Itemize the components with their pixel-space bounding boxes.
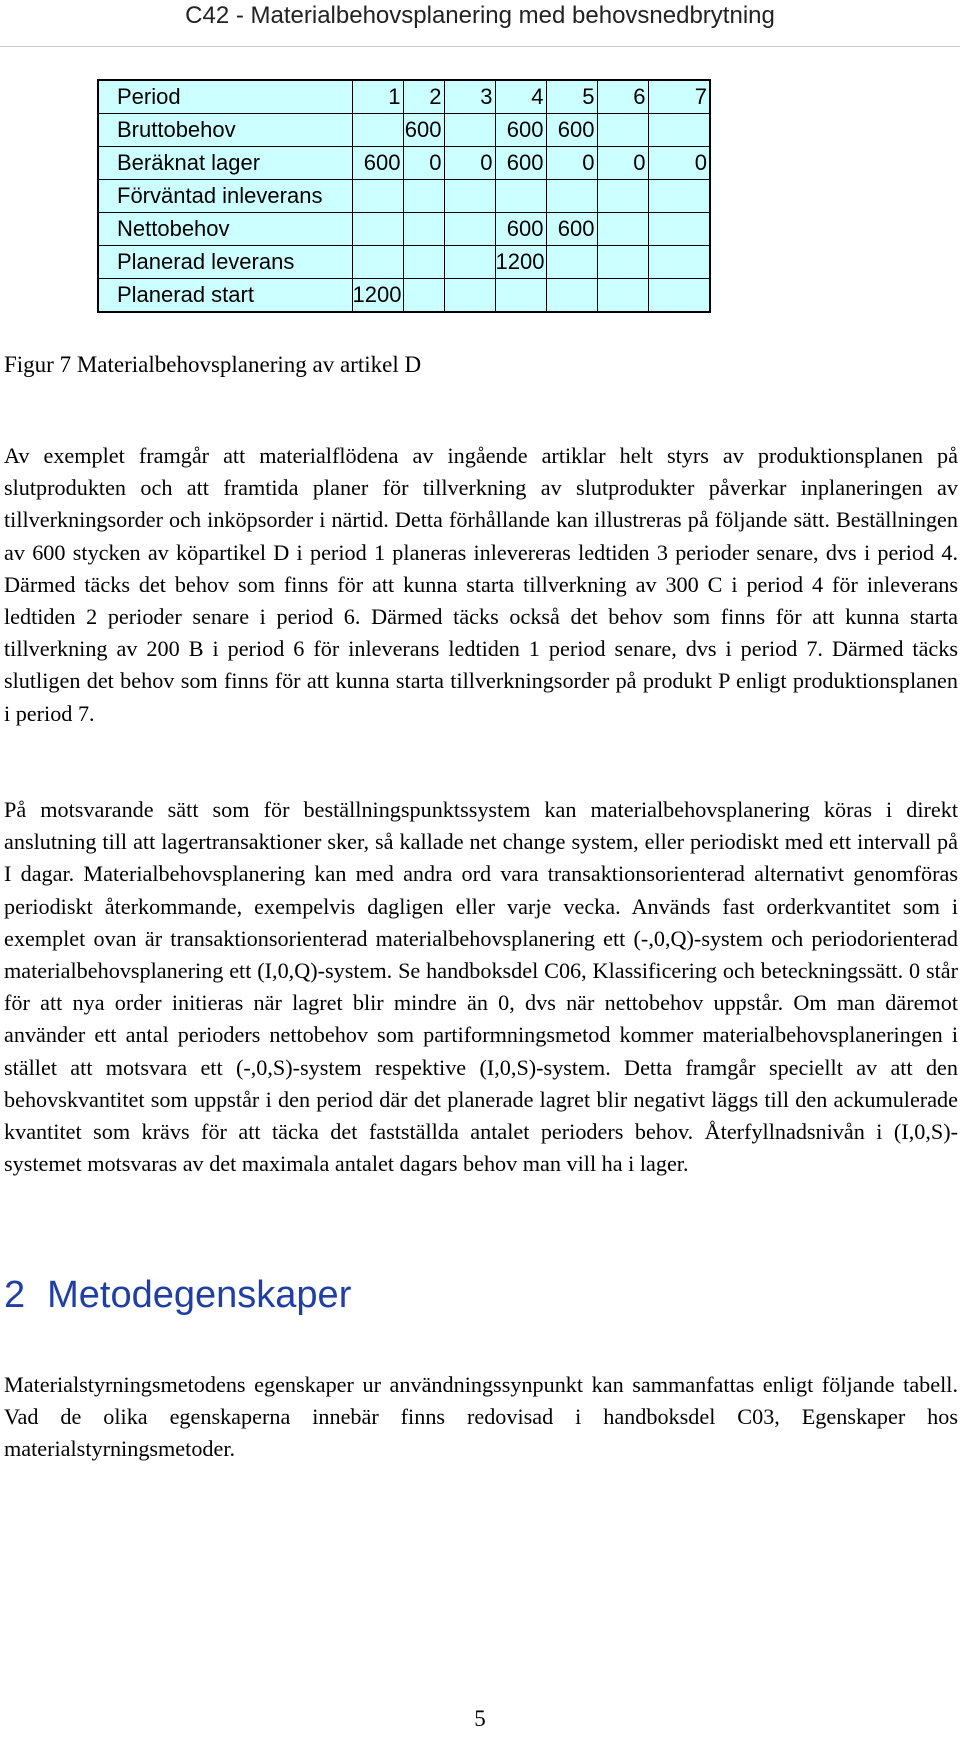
table-cell: 600 <box>495 147 546 180</box>
paragraph-mrp-example: Av exemplet framgår att materialflödena av ingående artiklar helt styrs av produktionsplanen på slutprodukten och att framtida planer för tillverkning av slutprodukter påverkar inplaneringen av tillverkningsorder och inköpsorder i närtid. Detta förhållande kan illustreras på följande sätt. Beställningen av 600 stycken av köpartikel D i period 1 planeras inlevereras ledtiden 3 perioder senare, dvs i period 4. Därmed täcks det behov som finns för att kunna starta tillverkning av 300 C i period 4 för inleverans ledtiden 2 perioder senare i period 6. Därmed täcks också det behov som finns för att kunna starta tillverkning av 200 B i period 6 för inleverans ledtiden 1 period senare, dvs i period 7. Därmed täcks slutligen det behov som finns för att kunna starta tillverkningsorder på produkt P enligt produktionsplanen i period 7. <box>4 443 958 726</box>
figure-caption: Figur 7 Materialbehovsplanering av artikel D <box>4 352 422 377</box>
table-cell <box>403 180 444 213</box>
table-cell: 600 <box>495 114 546 147</box>
table-cell <box>648 114 710 147</box>
row-label: Planerad start <box>98 279 352 313</box>
row-label: Nettobehov <box>98 213 352 246</box>
table-cell <box>648 279 710 313</box>
table-cell <box>597 213 648 246</box>
table-cell: 0 <box>403 147 444 180</box>
table-cell <box>546 180 597 213</box>
table-cell <box>403 246 444 279</box>
table-cell <box>403 279 444 313</box>
table-cell <box>597 246 648 279</box>
table-cell: 1 <box>352 80 403 114</box>
page-number: 5 <box>474 1706 486 1731</box>
table-cell <box>444 246 495 279</box>
table-cell <box>597 114 648 147</box>
table-row <box>98 180 710 213</box>
paragraph-properties: Materialstyrningsmetodens egenskaper ur användningssynpunkt kan sammanfattas enligt följande tabell. Vad de olika egenskaperna innebär finns redovisad i handboksdel C03, Egenskaper hos materialstyrningsmetoder. <box>4 1372 958 1462</box>
table-cell: 0 <box>546 147 597 180</box>
table-cell <box>648 213 710 246</box>
mrp-table <box>97 79 711 313</box>
table-row <box>98 279 710 313</box>
table-cell: 0 <box>648 147 710 180</box>
table-cell: 7 <box>648 80 710 114</box>
table-cell <box>546 279 597 313</box>
running-header: C42 - Materialbehovsplanering med behovsnedbrytning <box>185 2 775 29</box>
table-cell: 600 <box>352 147 403 180</box>
table-cell <box>352 114 403 147</box>
table-cell <box>444 279 495 313</box>
section-heading <box>4 1274 351 1317</box>
row-label: Beräknat lager <box>98 147 352 180</box>
table-cell: 6 <box>597 80 648 114</box>
table-row <box>98 80 710 114</box>
table-cell <box>352 246 403 279</box>
paragraph-net-change: På motsvarande sätt som för beställningspunktssystem kan materialbehovsplanering köras i direkt anslutning till att lagertransaktioner sker, så kallade net change system, eller periodiskt med ett intervall på I dagar. Materialbehovsplanering kan med andra ord vara transaktionsorienterad alternativt genomföras periodiskt återkommande, exempelvis dagligen eller varje vecka. Används fast orderkvantitet som i exemplet ovan är transaktionsorienterad materialbehovsplanering ett (-,0,Q)-system och periodorienterad materialbehovsplanering ett (I,0,Q)-system. Se handboksdel C06, Klassificering och beteckningssätt. 0 står för att nya order initieras när lagret blir mindre än 0, dvs när nettobehov uppstår. Om man däremot använder ett antal perioders nettobehov som partiformningsmetod kommer materialbehovsplaneringen i stället att motsvara ett (-,0,S)-system respektive (I,0,S)-system. Detta framgår speciellt av att den behovskvantitet som uppstår i den period där det planerade lagret blir negativt läggs till den ackumulerade kvantitet som krävs för att täcka det fastställda antalet perioders behov. Återfyllnadsnivån i (I,0,S)-systemet motsvaras av det maximala antalet dagars behov man vill ha i lager. <box>4 797 958 1177</box>
table-cell: 600 <box>403 114 444 147</box>
section-number: 2 <box>4 1274 26 1316</box>
table-cell <box>444 114 495 147</box>
table-cell: 4 <box>495 80 546 114</box>
table-cell <box>352 213 403 246</box>
row-label: Period <box>98 80 352 114</box>
table-cell: 600 <box>546 213 597 246</box>
table-cell <box>403 213 444 246</box>
table-row <box>98 213 710 246</box>
table-row <box>98 246 710 279</box>
table-cell <box>444 180 495 213</box>
table-cell: 600 <box>495 213 546 246</box>
table-cell: 1200 <box>495 246 546 279</box>
table-cell <box>352 180 403 213</box>
table-cell: 5 <box>546 80 597 114</box>
table-cell: 0 <box>597 147 648 180</box>
table-cell <box>495 180 546 213</box>
table-cell <box>444 213 495 246</box>
table-row <box>98 147 710 180</box>
table-cell: 0 <box>444 147 495 180</box>
row-label: Planerad leverans <box>98 246 352 279</box>
row-label: Förväntad inleverans <box>98 180 352 213</box>
table-cell <box>546 246 597 279</box>
table-cell <box>648 246 710 279</box>
table-cell <box>495 279 546 313</box>
mrp-table-body <box>98 80 710 312</box>
table-cell: 600 <box>546 114 597 147</box>
table-row <box>98 114 710 147</box>
table-cell <box>597 279 648 313</box>
table-cell: 1200 <box>352 279 403 313</box>
row-label: Bruttobehov <box>98 114 352 147</box>
table-cell: 3 <box>444 80 495 114</box>
section-title: Metodegenskaper <box>47 1274 352 1316</box>
table-cell <box>597 180 648 213</box>
table-cell <box>648 180 710 213</box>
table-cell: 2 <box>403 80 444 114</box>
header-divider <box>0 46 960 47</box>
